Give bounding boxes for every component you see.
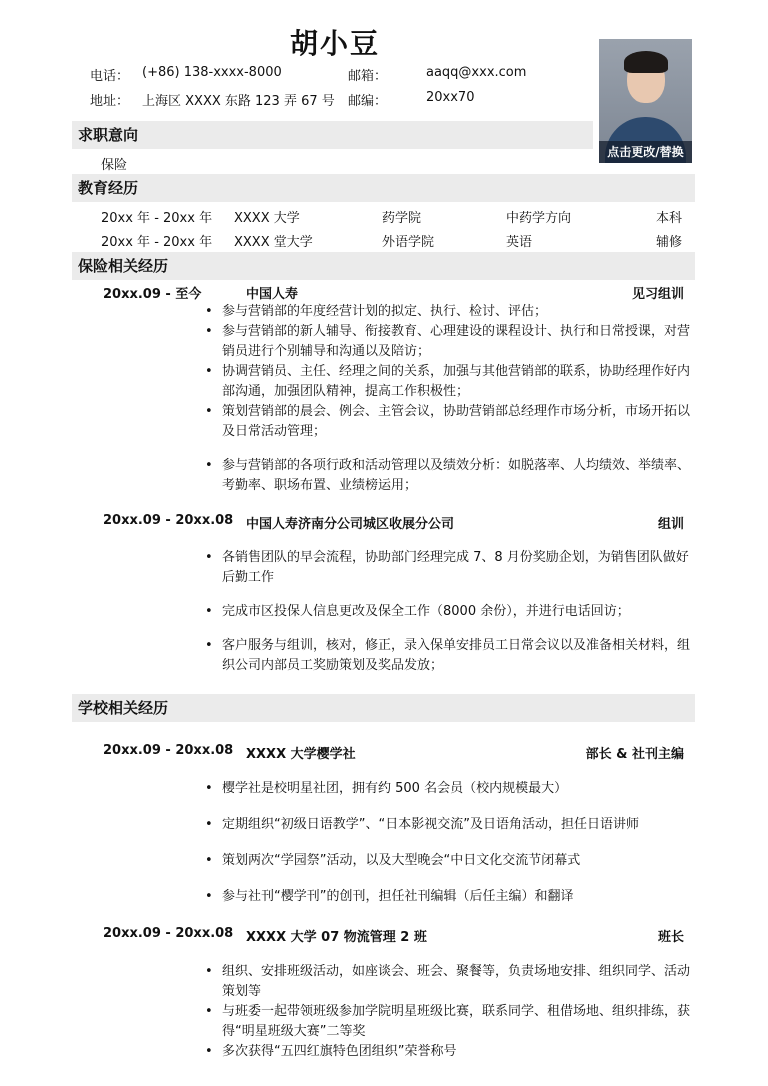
edu-degree: 辅修 xyxy=(656,235,683,250)
edu-major: 中药学方向 xyxy=(506,211,572,226)
zip-label: 邮编： xyxy=(348,94,388,109)
list-item: • 参与营销部的年度经营计划的拟定、执行、检讨、评估； xyxy=(205,302,695,322)
edu-degree: 本科 xyxy=(656,211,683,226)
candidate-name: 胡小豆 xyxy=(290,27,381,60)
list-item: • 定期组织“初级日语教学”、“日本影视交流”及日语角活动，担任日语讲师 xyxy=(205,815,695,835)
change-photo-button[interactable]: 点击更改/替换 xyxy=(599,141,692,163)
job-date: 20xx.09 - 20xx.08 xyxy=(103,513,234,528)
address-label: 地址： xyxy=(90,94,130,109)
activity-date: 20xx.09 - 20xx.08 xyxy=(103,926,234,941)
list-item: • 策划两次“学园祭”活动，以及大型晚会“中日文化交流节闭幕式 xyxy=(205,851,695,871)
activity-date: 20xx.09 - 20xx.08 xyxy=(103,743,234,758)
profile-photo[interactable] xyxy=(599,39,692,163)
list-item: • 与班委一起带领班级参加学院明星班级比赛，联系同学、租借场地、组织排练，获得“明星班级大赛”二等奖 xyxy=(205,1002,695,1042)
list-item: • 参与社刊“樱学刊”的创刊，担任社刊编辑（后任主编）和翻译 xyxy=(205,887,695,907)
edu-major: 英语 xyxy=(506,235,533,250)
list-item: • 樱学社是校明星社团，拥有约 500 名会员（校内规模最大） xyxy=(205,779,695,799)
list-item: • 参与营销部的新人辅导、衔接教育、心理建设的课程设计、执行和日常授课，对营销员进行个别辅导和沟通以及陪访； xyxy=(205,322,695,362)
job-role: 组训 xyxy=(657,517,684,532)
edu-college: 外语学院 xyxy=(382,235,435,250)
list-item: • 策划营销部的晨会、例会、主管会议，协助营销部总经理作市场分析，市场开拓以及日常活动管理； xyxy=(205,402,695,442)
job-bullets xyxy=(205,302,695,496)
edu-date: 20xx 年 - 20xx 年 xyxy=(101,235,213,250)
list-item: • 多次获得“五四红旗特色团组织”荣誉称号 xyxy=(205,1042,695,1062)
phone-label: 电话： xyxy=(90,69,130,84)
zip-value: 20xx70 xyxy=(426,90,475,105)
address-value: 上海区 XXXX 东路 123 弄 67 号 xyxy=(142,94,335,109)
edu-date: 20xx 年 - 20xx 年 xyxy=(101,211,213,226)
list-item: • 参与营销部的各项行政和活动管理以及绩效分析：如脱落率、人均绩效、举绩率、考勤率、职场布置、业绩榜运用； xyxy=(205,456,695,496)
section-objective: 求职意向 xyxy=(72,121,593,149)
edu-school: XXXX 堂大学 xyxy=(234,235,313,250)
section-insurance: 保险相关经历 xyxy=(72,252,695,280)
activity-bullets xyxy=(205,962,695,1062)
edu-school: XXXX 大学 xyxy=(234,211,300,226)
list-item: • 完成市区投保人信息更改及保全工作（8000 余份），并进行电话回访； xyxy=(205,602,695,622)
objective-value: 保险 xyxy=(101,158,128,173)
activity-org: XXXX 大学樱学社 xyxy=(246,747,356,762)
list-item: • 客户服务与组训，核对，修正，录入保单安排员工日常会议以及准备相关材料，组织公司内部员工奖励策划及奖品发放； xyxy=(205,636,695,676)
section-education: 教育经历 xyxy=(72,174,695,202)
edu-college: 药学院 xyxy=(382,211,422,226)
activity-bullets xyxy=(205,779,695,907)
photo-hair xyxy=(624,51,668,73)
job-org: 中国人寿 xyxy=(246,287,299,302)
activity-role: 班长 xyxy=(657,930,684,945)
email-label: 邮箱： xyxy=(348,69,388,84)
email-value: aaqq@xxx.com xyxy=(426,65,527,80)
section-school: 学校相关经历 xyxy=(72,694,695,722)
activity-org: XXXX 大学 07 物流管理 2 班 xyxy=(246,930,427,945)
list-item: • 协调营销员、主任、经理之间的关系，加强与其他营销部的联系，协助经理作好内部沟通，加强团队精神，提高工作积极性； xyxy=(205,362,695,402)
list-item: • 各销售团队的早会流程，协助部门经理完成 7、8 月份奖励企划，为销售团队做好后勤工作 xyxy=(205,548,695,588)
phone-value: (+86) 138-xxxx-8000 xyxy=(142,65,282,80)
job-date: 20xx.09 - 至今 xyxy=(103,287,202,302)
list-item: • 组织、安排班级活动，如座谈会、班会、聚餐等，负责场地安排、组织同学、活动策划等 xyxy=(205,962,695,1002)
job-role: 见习组训 xyxy=(631,287,684,302)
activity-role: 部长 & 社刊主编 xyxy=(585,747,684,762)
job-bullets xyxy=(205,548,695,676)
job-org: 中国人寿济南分公司城区收展分公司 xyxy=(246,517,455,532)
